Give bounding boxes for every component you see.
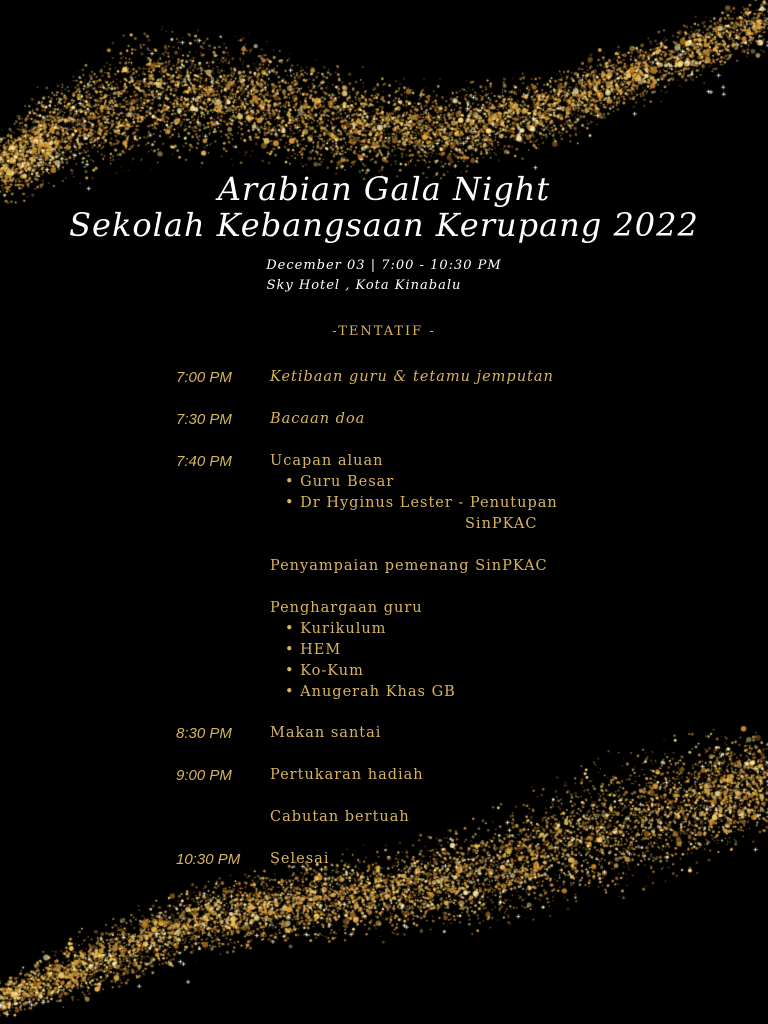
schedule-time: 7:30 PM [176, 411, 232, 428]
schedule-bullet: • HEM [285, 642, 342, 658]
schedule-item: Cabutan bertuah [270, 809, 410, 825]
schedule-bullet: • Dr Hyginus Lester - Penutupan [285, 495, 558, 511]
event-title: Arabian Gala Night [217, 170, 551, 208]
schedule-item: Pertukaran hadiah [270, 767, 424, 783]
schedule-heading: -TENTATIF - [332, 324, 436, 339]
schedule-time: 7:00 PM [176, 369, 232, 386]
schedule-bullet-continuation: SinPKAC [465, 516, 538, 532]
schedule-time: 8:30 PM [176, 725, 232, 742]
schedule-item: Penghargaan guru [270, 600, 423, 616]
schedule-bullet: • Guru Besar [285, 474, 395, 490]
schedule-time: 7:40 PM [176, 453, 232, 470]
event-date-time: December 03 | 7:00 - 10:30 PM [266, 258, 502, 273]
schedule-item: Makan santai [270, 725, 382, 741]
schedule-item: Ketibaan guru & tetamu jemputan [270, 369, 554, 385]
school-title: Sekolah Kebangsaan Kerupang 2022 [69, 206, 699, 244]
schedule-item: Bacaan doa [270, 411, 366, 427]
schedule-bullet: • Kurikulum [285, 621, 387, 637]
schedule-time: 10:30 PM [176, 851, 241, 868]
schedule-bullet: • Ko-Kum [285, 663, 364, 679]
schedule-item: Selesai [270, 851, 330, 867]
schedule-time: 9:00 PM [176, 767, 232, 784]
schedule-item: Ucapan aluan [270, 453, 384, 469]
event-venue: Sky Hotel , Kota Kinabalu [266, 278, 462, 293]
schedule-item: Penyampaian pemenang SinPKAC [270, 558, 548, 574]
schedule-bullet: • Anugerah Khas GB [285, 684, 456, 700]
